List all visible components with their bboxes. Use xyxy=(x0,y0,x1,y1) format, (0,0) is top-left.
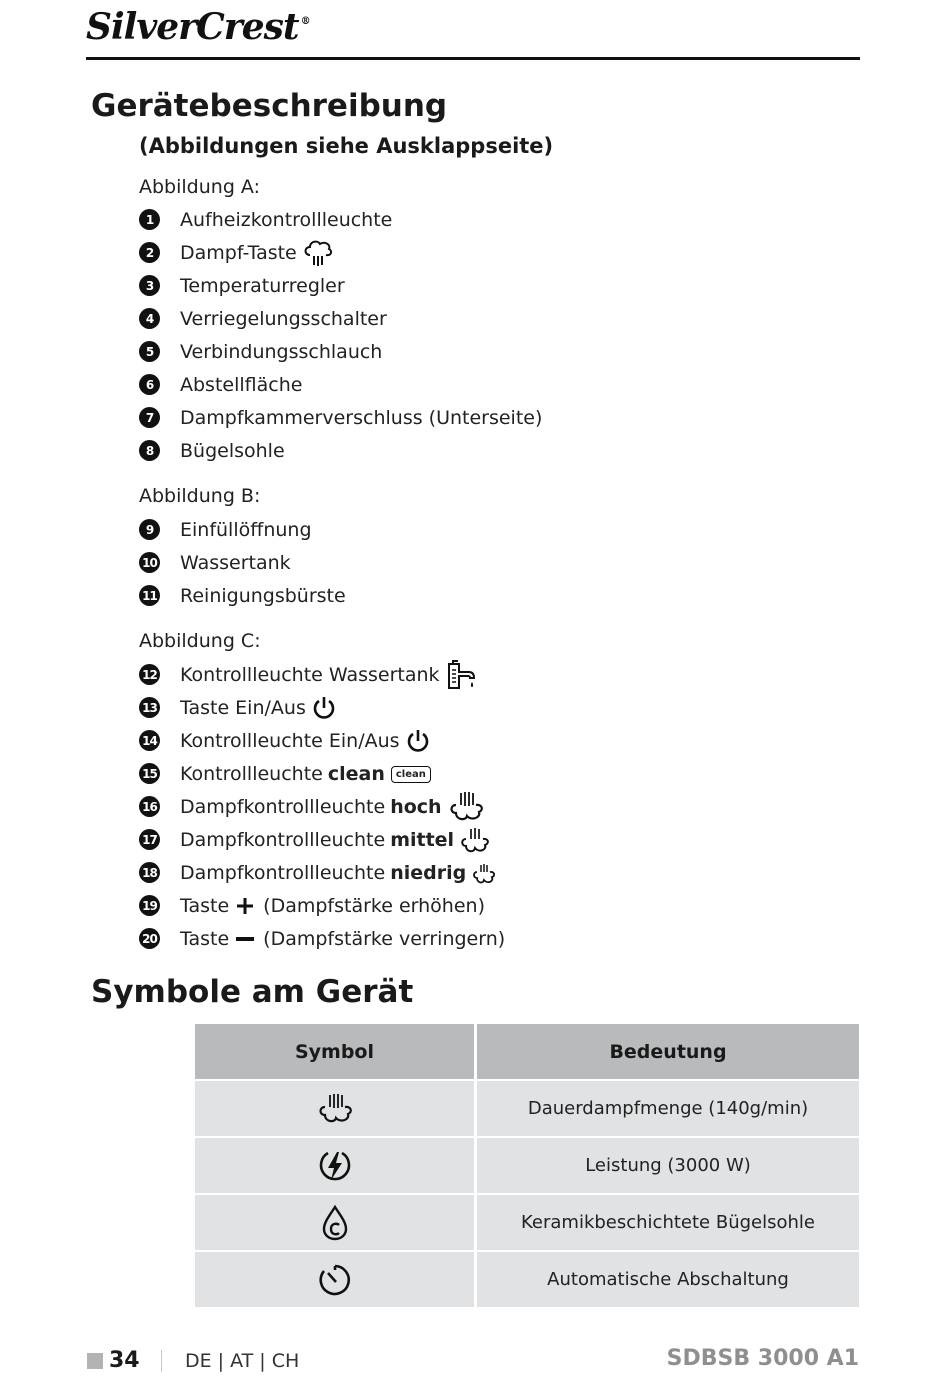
item-text: Bügelsohle xyxy=(180,440,285,462)
item-number: 11 xyxy=(139,585,160,606)
item-number: 20 xyxy=(139,928,160,949)
meaning-cell: Keramikbeschichtete Bügelsohle xyxy=(477,1195,859,1252)
item-text: Verriegelungsschalter xyxy=(180,308,387,330)
item-bold-text: hoch xyxy=(390,796,442,818)
figure-label-a: Abbildung A: xyxy=(139,176,260,198)
item-number: 7 xyxy=(139,407,160,428)
symbol-table xyxy=(195,1024,859,1309)
section-subtitle: (Abbildungen siehe Ausklappseite) xyxy=(139,134,554,158)
symbol-cell xyxy=(195,1138,477,1195)
meaning-cell: Leistung (3000 W) xyxy=(477,1138,859,1195)
steam-high-icon xyxy=(448,791,484,823)
item-text: Dampf-Taste xyxy=(180,242,297,264)
power-icon xyxy=(312,695,336,721)
table-row xyxy=(195,1252,859,1309)
item-text: Taste xyxy=(180,895,230,917)
item-text: Kontrollleuchte Wassertank xyxy=(180,664,440,686)
item-bold-text: mittel xyxy=(390,829,455,851)
item-text: Aufheizkontrollleuchte xyxy=(180,209,393,231)
page-number: 34 xyxy=(109,1348,140,1373)
table-row xyxy=(195,1138,859,1195)
item-number: 4 xyxy=(139,308,160,329)
item-number: 12 xyxy=(139,664,160,685)
table-row xyxy=(195,1081,859,1138)
item-number: 5 xyxy=(139,341,160,362)
item-bold-text: clean xyxy=(327,763,385,785)
brand-name: SilverCrest xyxy=(86,6,299,48)
item-text: Taste Ein/Aus xyxy=(180,697,306,719)
item-text: Kontrollleuchte xyxy=(180,763,323,785)
timer-icon xyxy=(317,1262,353,1298)
item-text: Dampfkammerverschluss (Unterseite) xyxy=(180,407,543,429)
item-bold-text: niedrig xyxy=(390,862,467,884)
meaning-cell: Dauerdampfmenge (140g/min) xyxy=(477,1081,859,1138)
item-text: Reinigungsbürste xyxy=(180,585,346,607)
item-text: Taste xyxy=(180,928,230,950)
symbol-cell xyxy=(195,1252,477,1309)
page-footer xyxy=(87,1346,859,1376)
power-bolt-icon xyxy=(317,1148,353,1184)
figure-label-b: Abbildung B: xyxy=(139,485,261,507)
item-number: 14 xyxy=(139,730,160,751)
symbol-cell xyxy=(195,1081,477,1138)
footer-square xyxy=(87,1353,103,1369)
column-header-bedeutung: Bedeutung xyxy=(477,1024,859,1081)
item-number: 2 xyxy=(139,242,160,263)
footer-separator xyxy=(161,1350,162,1372)
meaning-cell: Automatische Abschaltung xyxy=(477,1252,859,1309)
item-tail-text: (Dampfstärke verringern) xyxy=(263,928,506,950)
steam-icon xyxy=(303,239,333,267)
item-number: 17 xyxy=(139,829,160,850)
section-title-symbole: Symbole am Gerät xyxy=(91,974,414,1010)
clean-badge-icon xyxy=(391,766,431,783)
registered-mark: ® xyxy=(300,16,310,27)
item-number: 10 xyxy=(139,552,160,573)
symbol-cell xyxy=(195,1195,477,1252)
footer-countries: DE | AT | CH xyxy=(185,1350,300,1372)
item-number: 9 xyxy=(139,519,160,540)
item-text: Dampfkontrollleuchte xyxy=(180,796,386,818)
item-number: 13 xyxy=(139,697,160,718)
item-text: Dampfkontrollleuchte xyxy=(180,862,386,884)
brand-logo xyxy=(86,6,310,48)
item-number: 6 xyxy=(139,374,160,395)
item-text: Temperaturregler xyxy=(180,275,345,297)
item-text: Wassertank xyxy=(180,552,291,574)
plus-icon xyxy=(235,896,255,916)
item-number: 3 xyxy=(139,275,160,296)
continuous-steam-icon xyxy=(317,1093,353,1125)
item-number: 15 xyxy=(139,763,160,784)
item-tail-text: (Dampfstärke erhöhen) xyxy=(263,895,485,917)
item-number: 18 xyxy=(139,862,160,883)
power-icon xyxy=(406,728,430,754)
item-text: Kontrollleuchte Ein/Aus xyxy=(180,730,400,752)
item-text: Verbindungsschlauch xyxy=(180,341,383,363)
item-text: Abstellfläche xyxy=(180,374,303,396)
item-text: Einfüllöffnung xyxy=(180,519,312,541)
item-number: 19 xyxy=(139,895,160,916)
item-number: 8 xyxy=(139,440,160,461)
figure-label-c: Abbildung C: xyxy=(139,630,261,652)
column-header-symbol: Symbol xyxy=(195,1024,477,1081)
model-number: SDBSB 3000 A1 xyxy=(666,1346,859,1371)
header-rule xyxy=(86,57,860,60)
water-tap-icon xyxy=(446,660,478,690)
steam-medium-icon xyxy=(460,826,490,854)
clean-badge-text: clean xyxy=(395,768,426,780)
steam-low-icon xyxy=(472,862,496,884)
table-row xyxy=(195,1195,859,1252)
item-text: Dampfkontrollleuchte xyxy=(180,829,386,851)
item-number: 1 xyxy=(139,209,160,230)
section-title-geraetebeschreibung: Gerätebeschreibung xyxy=(91,88,448,124)
table-header-row xyxy=(195,1024,859,1081)
item-number: 16 xyxy=(139,796,160,817)
ceramic-soleplate-icon xyxy=(321,1205,349,1241)
minus-icon xyxy=(235,929,255,949)
